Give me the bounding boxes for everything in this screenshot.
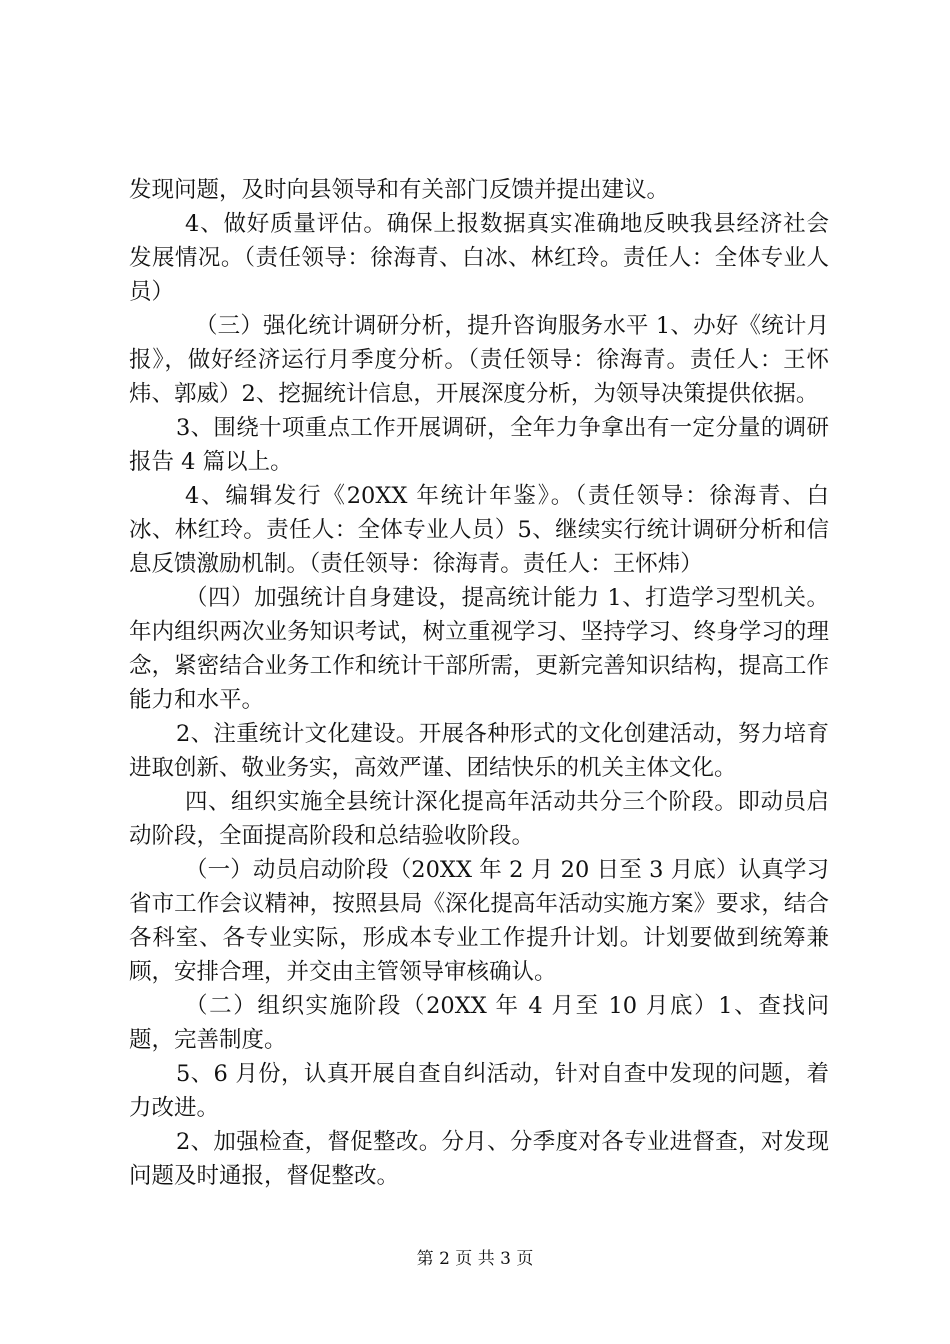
paragraph-12: 2、加强检查，督促整改。分月、分季度对各专业进督查，对发现问题及时通报，督促整改。: [129, 1129, 829, 1189]
paragraph-8: 四、组织实施全县统计深化提高年活动共分三个阶段。即动员启动阶段，全面提高阶段和总结验收阶段。: [129, 789, 829, 849]
paragraph-11: 5、6 月份，认真开展自查自纠活动，针对自查中发现的问题，着力改进。: [129, 1061, 829, 1121]
paragraph-2: 4、做好质量评估。确保上报数据真实准确地反映我县经济社会发展情况。（责任领导：徐海青、白冰、林红玲。责任人：全体专业人员）: [129, 211, 829, 305]
document-body: [129, 173, 829, 1193]
paragraph-10: （二）组织实施阶段（20XX 年 4 月至 10 月底）1、查找问题，完善制度。: [129, 993, 829, 1053]
paragraph-7: 2、注重统计文化建设。开展各种形式的文化创建活动，努力培育进取创新、敬业务实，高效严谨、团结快乐的机关主体文化。: [129, 721, 829, 781]
page-number-footer: 第 2 页 共 3 页: [416, 1249, 534, 1269]
paragraph-1: 发现问题，及时向县领导和有关部门反馈并提出建议。: [129, 177, 670, 203]
paragraph-6: （四）加强统计自身建设，提高统计能力 1、打造学习型机关。年内组织两次业务知识考试，树立重视学习、坚持学习、终身学习的理念，紧密结合业务工作和统计干部所需，更新完善知识结构，提高工作能力和水平。: [129, 585, 829, 713]
paragraph-4: 3、围绕十项重点工作开展调研，全年力争拿出有一定分量的调研报告 4 篇以上。: [129, 415, 829, 475]
paragraph-9: （一）动员启动阶段（20XX 年 2 月 20 日至 3 月底）认真学习省市工作会议精神，按照县局《深化提高年活动实施方案》要求，结合各科室、各专业实际，形成本专业工作提升计划。计划要做到统筹兼顾，安排合理，并交由主管领导审核确认。: [129, 857, 829, 985]
paragraph-5: 4、编辑发行《20XX 年统计年鉴》。（责任领导：徐海青、白冰、林红玲。责任人：全体专业人员）5、继续实行统计调研分析和信息反馈激励机制。（责任领导：徐海青。责任人：王怀炜）: [129, 483, 829, 577]
paragraph-3: （三）强化统计调研分析，提升咨询服务水平 1、办好《统计月报》，做好经济运行月季度分析。（责任领导：徐海青。责任人：王怀炜、郭威）2、挖掘统计信息，开展深度分析，为领导决策提供依据。: [129, 313, 829, 407]
